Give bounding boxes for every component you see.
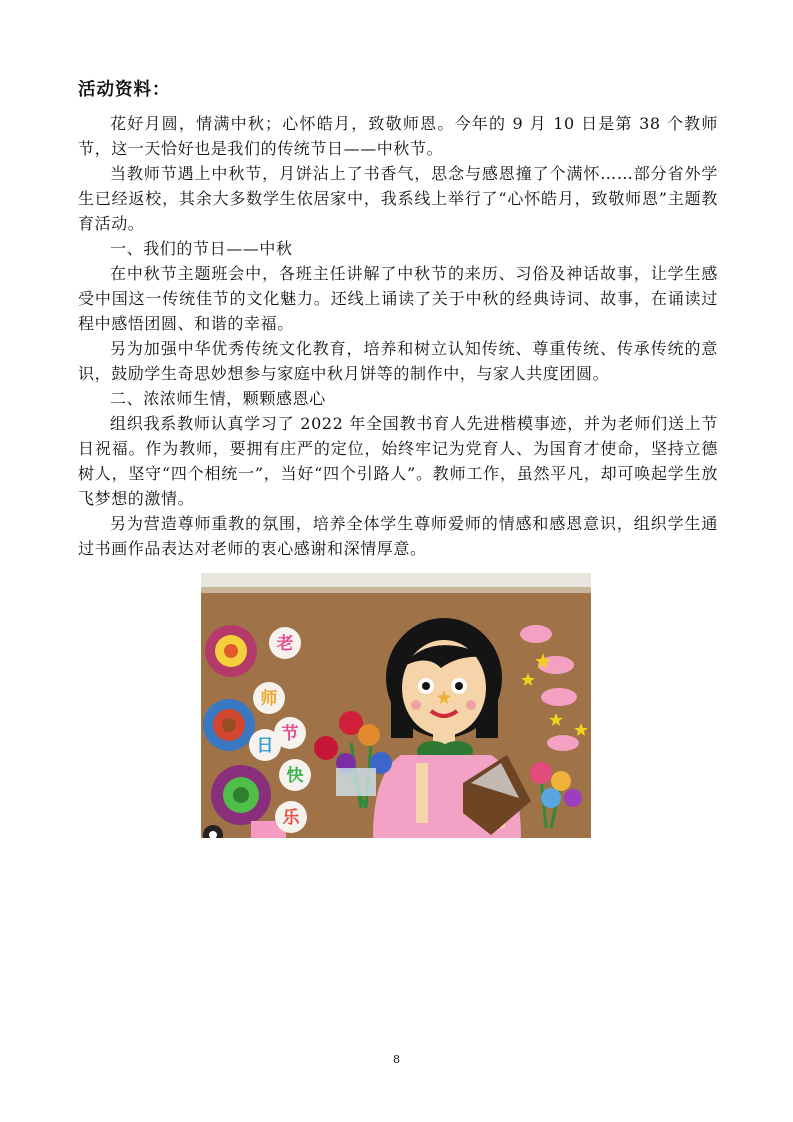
section-heading: 活动资料： (78, 80, 171, 100)
paragraph: 在中秋节主题班会中，各班主任讲解了中秋节的来历、习俗及神话故事，让学生感受中国这一传统佳节的文化魅力。还线上诵读了关于中秋的经典诗词、故事，在诵读过程中感悟团圆、和谐的幸福。 (78, 264, 718, 333)
banner-char: 节 (281, 724, 299, 744)
banner-char: 师 (260, 689, 278, 709)
subheading: 二、浓浓师生情，颗颗感恩心 (110, 389, 326, 408)
subheading: 一、我们的节日——中秋 (110, 239, 293, 258)
paragraph: 另为营造尊师重教的氛围，培养全体学生尊师爱师的情感和感恩意识，组织学生通过书画作品表达对老师的衷心感谢和深情厚意。 (78, 514, 718, 558)
paragraph: 另为加强中华优秀传统文化教育，培养和树立认知传统、尊重传统、传承传统的意识，鼓励学生奇思妙想参与家庭中秋月饼等的制作中，与家人共度团圆。 (78, 339, 718, 383)
banner-char: 日 (256, 736, 274, 756)
body-text (78, 111, 718, 561)
hat-decoration-3 (211, 765, 271, 825)
hat-decoration-2 (203, 699, 255, 751)
teachers-day-photo (201, 573, 591, 838)
paragraph: 花好月圆，情满中秋；心怀皓月，致敬师恩。今年的 9 月 10 日是第 38 个教师节，这一天恰好也是我们的传统节日——中秋节。 (78, 114, 718, 158)
hat-decoration-1 (205, 625, 257, 677)
banner-char: 老 (276, 634, 294, 654)
corkboard-illustration (201, 573, 591, 838)
paragraph: 当教师节遇上中秋节，月饼沾上了书香气，思念与感恩撞了个满怀……部分省外学生已经返校，其余大多数学生依居家中，我系线上举行了“心怀皓月，致敬师恩”主题教育活动。 (78, 164, 718, 233)
paragraph: 组织我系教师认真学习了 2022 年全国教书育人先进楷模事迹，并为老师们送上节日祝福。作为教师，要拥有庄严的定位，始终牢记为党育人、为国育才使命，坚持立德树人，坚守“四个相统一”，当好“四个引路人”。教师工作，虽然平凡，却可唤起学生放飞梦想的激情。 (78, 414, 718, 508)
banner-char: 快 (286, 766, 304, 786)
page-number: 8 (393, 1053, 400, 1066)
banner-char: 乐 (282, 808, 300, 828)
